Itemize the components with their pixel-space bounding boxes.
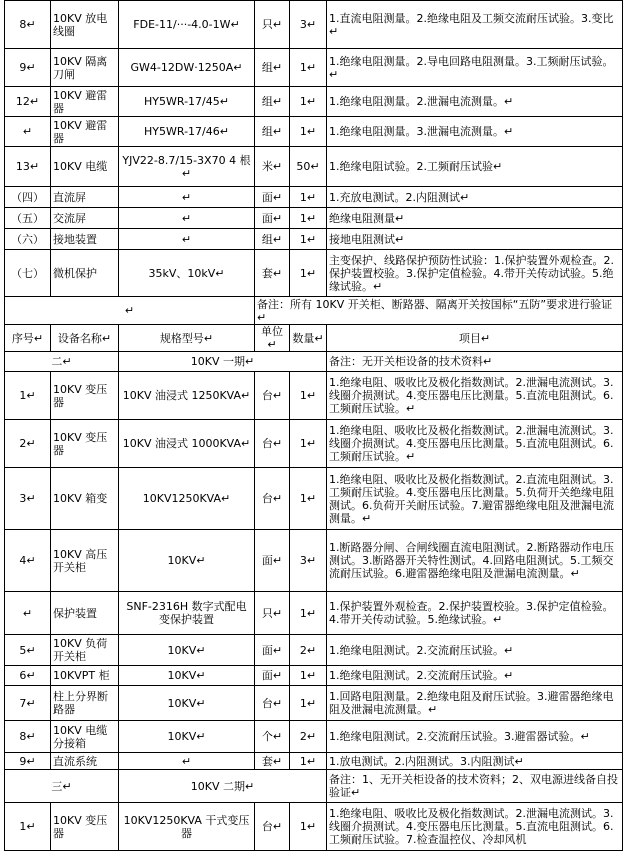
index-cell: 8↵ [5, 721, 51, 753]
table-row [5, 49, 623, 87]
unit-cell: 面↵ [255, 635, 290, 666]
quantity-cell: 2↵ [290, 721, 327, 753]
test-items-cell: 1.充放电测试。2.内阻测试↵ [327, 187, 623, 208]
quantity-cell: 1↵ [290, 229, 327, 250]
index-cell: 13↵ [5, 147, 51, 187]
equipment-name-cell: 10KV 变压器 [51, 803, 119, 851]
quantity-cell: 3↵ [290, 530, 327, 592]
unit-cell: 个↵ [255, 721, 290, 753]
equipment-name-cell: 设备名称↵ [51, 325, 119, 352]
quantity-cell: 50↵ [290, 147, 327, 187]
model-cell: 35kV、10kV↵ [119, 250, 255, 297]
quantity-cell: 数量↵ [290, 325, 327, 352]
unit-cell: 组↵ [255, 229, 290, 250]
quantity-cell: 1↵ [290, 753, 327, 770]
table-row [5, 635, 623, 666]
index-cell: 2↵ [5, 420, 51, 468]
quantity-cell: 2↵ [290, 635, 327, 666]
unit-cell: 台↵ [255, 420, 290, 468]
unit-cell: 组↵ [255, 87, 290, 117]
test-items-cell: 1.绝缘电阻、吸收比及极化指数测试。2.泄漏电流测试。3.线圈介损测试。4.变压器电压比测量。5.直流电阻测试。6.工频耐压试验。↵ [327, 372, 623, 420]
equipment-name-cell: 10KV 高压开关柜 [51, 530, 119, 592]
equipment-name-cell: 交流屏 [51, 208, 119, 229]
quantity-cell: 1↵ [290, 250, 327, 297]
index-cell: （四） [5, 187, 51, 208]
table-row [5, 666, 623, 686]
test-items-cell: 1.绝缘电阻、吸收比及极化指数测试。2.直流电阻测试。3.工频耐压试验。4.变压器电压比测量。5.负荷开关绝缘电阻测试。6.负荷开关耐压试验。7.避雷器绝缘电阻及泄漏电流测量。↵ [327, 468, 623, 530]
equipment-name-cell: 10KV 负荷开关柜 [51, 635, 119, 666]
index-cell: 8↵ [5, 1, 51, 49]
quantity-cell: 1↵ [290, 420, 327, 468]
table-row [5, 250, 623, 297]
unit-cell: 面↵ [255, 187, 290, 208]
section-row [5, 770, 623, 803]
equipment-name-cell: 10KV 电缆分接箱 [51, 721, 119, 753]
section-note-cell: 备注：无开关柜设备的技术资料↵ [327, 352, 623, 372]
test-items-cell: 绝缘电阻测量↵ [327, 208, 623, 229]
index-cell: 1↵ [5, 803, 51, 851]
table-body [5, 1, 623, 851]
unit-cell: 只↵ [255, 592, 290, 635]
section-title-cell: 10KV 一期↵ [119, 352, 327, 372]
model-cell: ↵ [119, 187, 255, 208]
test-items-cell: 1.绝缘电阻测试。2.交流耐压试验。↵ [327, 666, 623, 686]
equipment-name-cell: 10KV 隔离刀闸 [51, 49, 119, 87]
quantity-cell: 1↵ [290, 117, 327, 147]
index-cell: ↵ [5, 117, 51, 147]
index-cell: 6↵ [5, 666, 51, 686]
model-cell: 10KV↵ [119, 530, 255, 592]
section-note-cell: 备注：1、无开关柜设备的技术资料；2、双电源进线备自投验证↵ [327, 770, 623, 803]
table-row [5, 147, 623, 187]
test-items-cell: 1.绝缘电阻、吸收比及极化指数测试。2.泄漏电流测试。3.线圈介损测试。4.变压器电压比测量。5.直流电阻测试。6.工频耐压试验。7.检查温控仪、冷却风机 [327, 803, 623, 851]
quantity-cell: 1↵ [290, 592, 327, 635]
equipment-name-cell: 10KV 电缆 [51, 147, 119, 187]
unit-cell: 面↵ [255, 666, 290, 686]
quantity-cell: 3↵ [290, 1, 327, 49]
model-cell: SNF-2316H 数字式配电变保护装置 [119, 592, 255, 635]
test-items-cell: 1.绝缘电阻测量。2.泄漏电流测量。↵ [327, 87, 623, 117]
note-cell: 备注：所有 10KV 开关柜、断路器、隔离开关按国标“五防”要求进行验证↵ [255, 297, 623, 325]
equipment-name-cell: 直流系统 [51, 753, 119, 770]
section-row [5, 352, 623, 372]
quantity-cell: 1↵ [290, 666, 327, 686]
model-cell: HY5WR-17/45↵ [119, 87, 255, 117]
unit-cell: 台↵ [255, 468, 290, 530]
quantity-cell: 1↵ [290, 468, 327, 530]
equipment-name-cell: 10KV 箱变 [51, 468, 119, 530]
index-cell: 1↵ [5, 372, 51, 420]
index-cell: 4↵ [5, 530, 51, 592]
test-items-cell: 主变保护、线路保护预防性试验：1.保护装置外观检查。2.保护装置校验。3.保护定值检验。4.带开关传动试验。5.绝缘试验。↵ [327, 250, 623, 297]
index-cell: 12↵ [5, 87, 51, 117]
test-items-cell: 1.绝缘电阻、吸收比及极化指数测试。2.泄漏电流测试。3.线圈介损测试。4.变压器电压比测量。5.直流电阻测试。6.工频耐压试验。↵ [327, 420, 623, 468]
table-header-row [5, 325, 623, 352]
test-items-cell: 项目↵ [327, 325, 623, 352]
quantity-cell: 1↵ [290, 372, 327, 420]
test-items-cell: 1.绝缘电阻测量。3.泄漏电流测量。↵ [327, 117, 623, 147]
unit-cell: 只↵ [255, 1, 290, 49]
table-row [5, 208, 623, 229]
table-row [5, 420, 623, 468]
quantity-cell: 1↵ [290, 49, 327, 87]
table-row [5, 468, 623, 530]
model-cell: ↵ [119, 229, 255, 250]
equipment-name-cell: 10KV 放电线圈 [51, 1, 119, 49]
test-items-cell: 1.放电测试。2.内阻测试。3.内阻测试↵ [327, 753, 623, 770]
unit-cell: 台↵ [255, 372, 290, 420]
unit-cell: 套↵ [255, 250, 290, 297]
model-cell: 10KV↵ [119, 635, 255, 666]
model-cell: HY5WR-17/46↵ [119, 117, 255, 147]
unit-cell: 米↵ [255, 147, 290, 187]
unit-cell: 单位↵ [255, 325, 290, 352]
index-cell: 序号↵ [5, 325, 51, 352]
index-cell: 3↵ [5, 468, 51, 530]
table-row [5, 530, 623, 592]
blank-cell: ↵ [5, 297, 255, 325]
model-cell: GW4-12DW·1250A↵ [119, 49, 255, 87]
unit-cell: 面↵ [255, 208, 290, 229]
note-row [5, 297, 623, 325]
index-cell: 9↵ [5, 49, 51, 87]
table-row [5, 753, 623, 770]
model-cell: 10KV 油浸式 1250KVA↵ [119, 372, 255, 420]
section-title-cell: 10KV 二期↵ [119, 770, 327, 803]
unit-cell: 台↵ [255, 803, 290, 851]
table-row [5, 372, 623, 420]
unit-cell: 组↵ [255, 117, 290, 147]
table-row [5, 686, 623, 721]
index-cell: 5↵ [5, 635, 51, 666]
table-row [5, 117, 623, 147]
quantity-cell: 1↵ [290, 208, 327, 229]
index-cell: ↵ [5, 592, 51, 635]
index-cell: （六） [5, 229, 51, 250]
section-number-cell: 二↵ [5, 352, 119, 372]
equipment-name-cell: 10KVPT 柜 [51, 666, 119, 686]
equipment-name-cell: 微机保护 [51, 250, 119, 297]
equipment-name-cell: 直流屏 [51, 187, 119, 208]
model-cell: 10KV 油浸式 1000KVA↵ [119, 420, 255, 468]
section-number-cell: 三↵ [5, 770, 119, 803]
table-row [5, 1, 623, 49]
equipment-name-cell: 10KV 变压器 [51, 420, 119, 468]
model-cell: YJV22-8.7/15-3X70 4 根↵ [119, 147, 255, 187]
model-cell: ↵ [119, 753, 255, 770]
unit-cell: 面↵ [255, 530, 290, 592]
table-row [5, 592, 623, 635]
model-cell: 10KV↵ [119, 686, 255, 721]
model-cell: 10KV↵ [119, 721, 255, 753]
test-items-cell: 1.绝缘电阻测量。2.导电回路电阻测量。3.工频耐压试验。↵ [327, 49, 623, 87]
test-items-cell: 1.绝缘电阻试验。2.工频耐压试验↵ [327, 147, 623, 187]
table-row [5, 87, 623, 117]
equipment-name-cell: 10KV 变压器 [51, 372, 119, 420]
model-cell: 规格型号↵ [119, 325, 255, 352]
test-items-table [4, 0, 623, 851]
model-cell: FDE-11/···-4.0-1W↵ [119, 1, 255, 49]
test-items-cell: 1.绝缘电阻测试。2.交流耐压试验。↵ [327, 635, 623, 666]
unit-cell: 台↵ [255, 686, 290, 721]
test-items-cell: 1.断路器分闸、合闸线圈直流电阻测试。2.断路器动作电压测试。3.断路器开关特性测试。4.回路电阻测试。5.工频交流耐压试验。6.避雷器绝缘电阻及泄漏电流测量。↵ [327, 530, 623, 592]
model-cell: 10KV1250KVA 干式变压器 [119, 803, 255, 851]
index-cell: （五） [5, 208, 51, 229]
index-cell: 7↵ [5, 686, 51, 721]
table-row [5, 229, 623, 250]
model-cell: 10KV1250KVA↵ [119, 468, 255, 530]
equipment-name-cell: 10KV 避雷器 [51, 117, 119, 147]
equipment-name-cell: 10KV 避雷器 [51, 87, 119, 117]
unit-cell: 组↵ [255, 49, 290, 87]
equipment-name-cell: 柱上分界断路器 [51, 686, 119, 721]
quantity-cell: 1↵ [290, 803, 327, 851]
model-cell: 10KV↵ [119, 666, 255, 686]
test-items-cell: 1.回路电阻测量。2.绝缘电阻及耐压试验。3.避雷器绝缘电阻及泄漏电流测量。↵ [327, 686, 623, 721]
index-cell: 9↵ [5, 753, 51, 770]
unit-cell: 套↵ [255, 753, 290, 770]
table-row [5, 721, 623, 753]
test-items-cell: 1.绝缘电阻测试。2.交流耐压试验。3.避雷器试验。↵ [327, 721, 623, 753]
model-cell: ↵ [119, 208, 255, 229]
equipment-name-cell: 接地装置 [51, 229, 119, 250]
test-items-cell: 接地电阻测试↵ [327, 229, 623, 250]
index-cell: （七） [5, 250, 51, 297]
quantity-cell: 1↵ [290, 187, 327, 208]
test-items-cell: 1.保护装置外观检查。2.保护装置校验。3.保护定值检验。4.带开关传动试验。5.绝缘试验。↵ [327, 592, 623, 635]
quantity-cell: 1↵ [290, 686, 327, 721]
quantity-cell: 1↵ [290, 87, 327, 117]
equipment-name-cell: 保护装置 [51, 592, 119, 635]
test-items-cell: 1.直流电阻测量。2.绝缘电阻及工频交流耐压试验。3.变比↵ [327, 1, 623, 49]
table-row [5, 803, 623, 851]
table-row [5, 187, 623, 208]
